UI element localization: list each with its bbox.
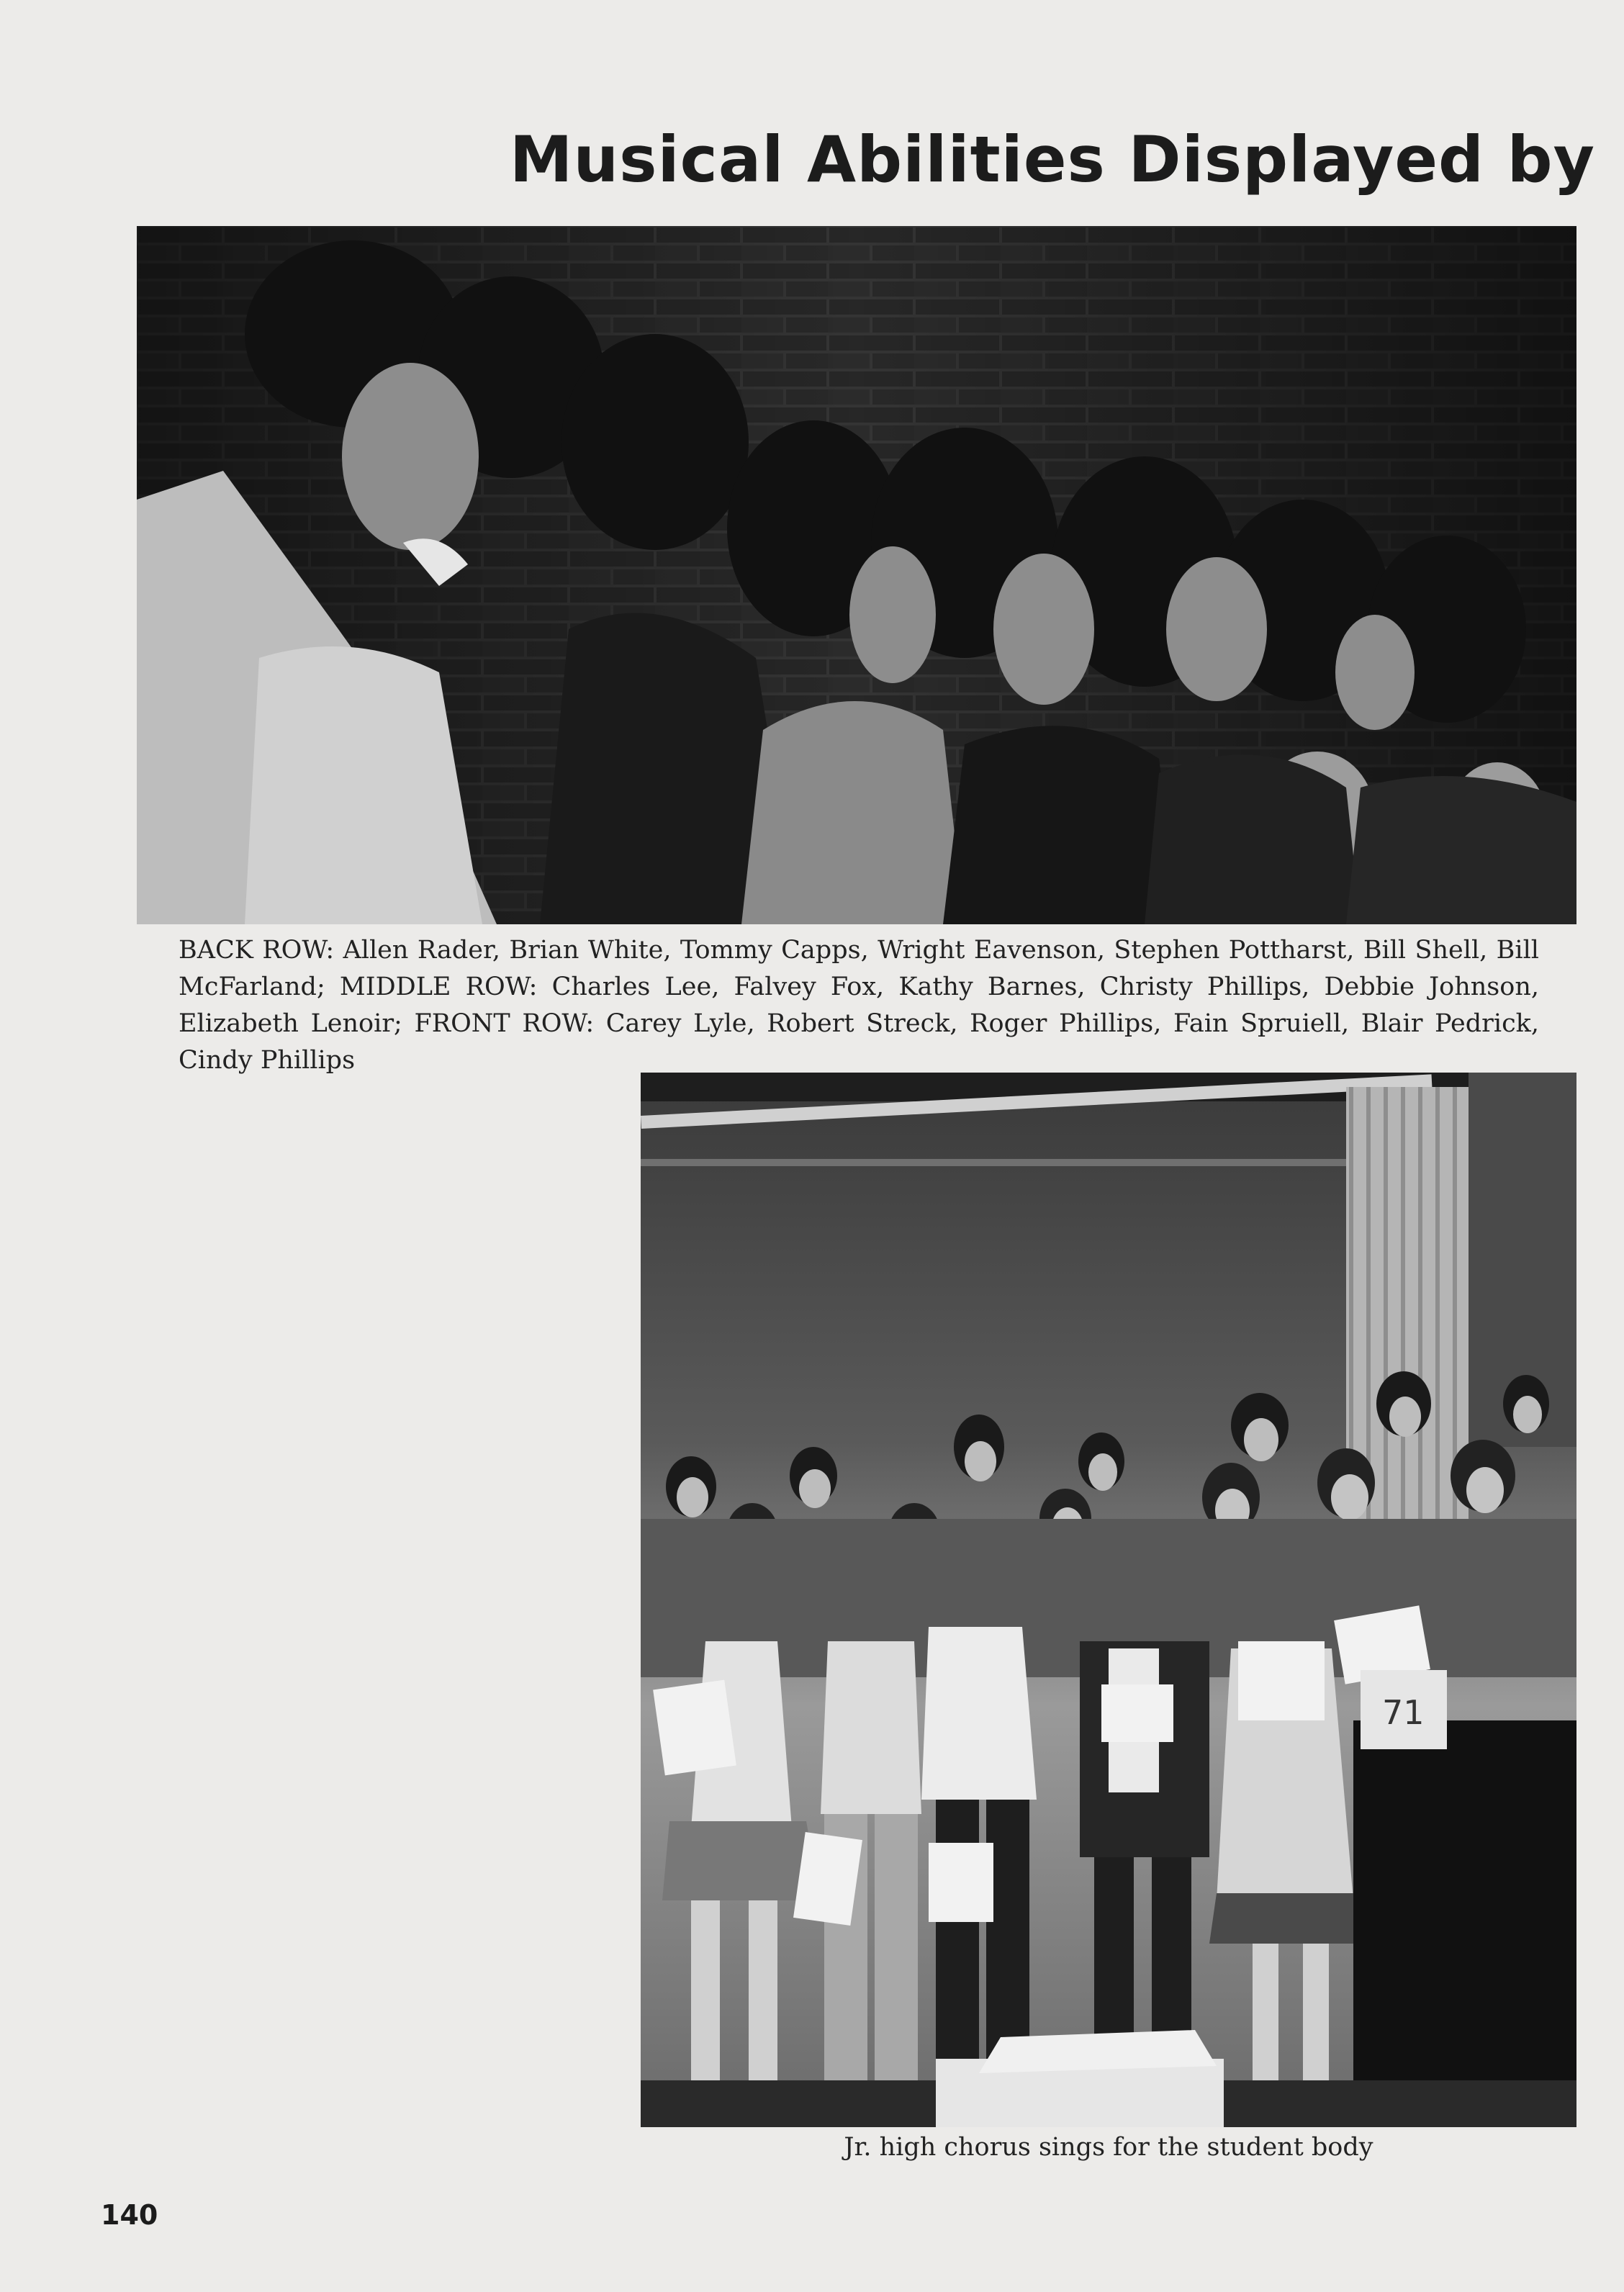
caption-text: BACK ROW: Allen Rader, Brian White, Tommy Capps, Wright Eavenson, Stephen Pottharst, Bill Shell, Bill McFarland; MIDDLE ROW: Charles Lee, Falvey Fox, Kathy Barnes, Christy Phillips, Debbie Johnson, Elizabeth Lenoir; FRONT ROW: Carey Lyle, Robert Streck, Roger Phillips, Fain Spruiell, Blair Pedrick, Cindy Phillips [179,936,1539,1075]
page-number: 140 [101,2199,158,2231]
chorus-photo-image [641,1073,1576,2127]
top-photo-caption [179,932,1539,1079]
top-group-photo [137,226,1576,924]
top-photo-image [137,226,1576,924]
page-headline: Musical Abilities Displayed by [509,122,1595,197]
chorus-photo [641,1073,1576,2127]
sign-number: 71 [1382,1693,1425,1732]
chorus-caption: Jr. high chorus sings for the student body [844,2133,1373,2162]
